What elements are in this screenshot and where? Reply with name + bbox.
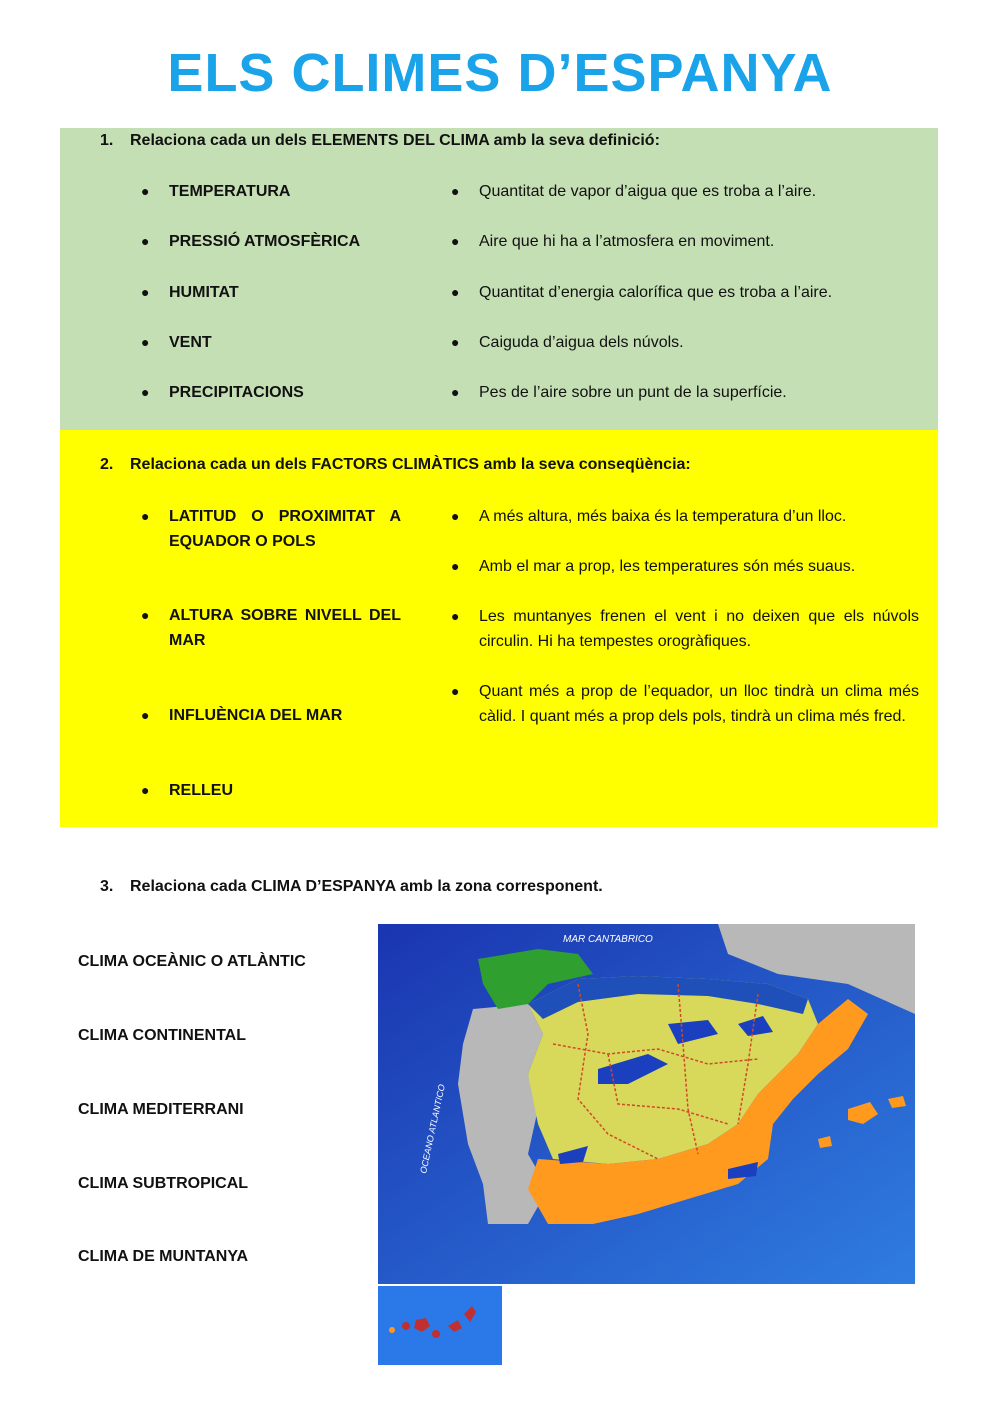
consequence-item[interactable]: ● A més altura, més baixa és la temperatura d’un lloc.: [451, 508, 847, 525]
definition-item[interactable]: ● Quantitat d’energia calorífica que es troba a l’aire.: [451, 284, 833, 301]
element-item[interactable]: ● PRESSIÓ ATMOSFÈRICA: [141, 233, 361, 250]
spain-climate-map: [378, 924, 915, 1284]
climate-label[interactable]: CLIMA SUBTROPICAL: [78, 1175, 249, 1192]
definition-item[interactable]: ● Caiguda d’aigua dels núvols.: [451, 334, 684, 351]
section1-instruction: 1. Relaciona cada un dels ELEMENTS DEL CLIMA amb la seva definició:: [100, 132, 660, 149]
canary-islands-inset: [378, 1286, 502, 1365]
section3-instruction: 3. Relaciona cada CLIMA D’ESPANYA amb la zona corresponent.: [100, 878, 603, 895]
page-title: ELS CLIMES D’ESPANYA: [167, 43, 833, 103]
element-item[interactable]: ● PRECIPITACIONS: [141, 384, 304, 401]
canary-sea: [378, 1286, 502, 1365]
factor-item[interactable]: ● INFLUÈNCIA DEL MAR: [141, 707, 343, 724]
sea-label-north: MAR CANTABRICO: [563, 934, 653, 945]
factor-item[interactable]: ● ALTURA SOBRE NIVELL DEL MAR: [141, 607, 401, 649]
element-item[interactable]: ● TEMPERATURA: [141, 183, 291, 200]
consequence-item[interactable]: ● Amb el mar a prop, les temperatures són més suaus.: [451, 558, 856, 575]
climate-label[interactable]: CLIMA CONTINENTAL: [78, 1027, 246, 1044]
definition-item[interactable]: ● Quantitat de vapor d’aigua que es troba a l’aire.: [451, 183, 817, 200]
element-item[interactable]: ● VENT: [141, 334, 212, 351]
element-item[interactable]: ● HUMITAT: [141, 284, 239, 301]
consequence-item[interactable]: ● Les muntanyes frenen el vent i no deixen que els núvols circulin. Hi ha tempestes orogràfiques.: [451, 608, 919, 650]
factor-item[interactable]: ● RELLEU: [141, 782, 233, 799]
factor-item[interactable]: ● LATITUD O PROXIMITAT A EQUADOR O POLS: [141, 508, 401, 550]
climate-label[interactable]: CLIMA OCEÀNIC O ATLÀNTIC: [78, 953, 306, 970]
sea-label-west: OCEANO ATLANTICO: [418, 1083, 447, 1175]
definition-item[interactable]: ● Aire que hi ha a l’atmosfera en moviment.: [451, 233, 775, 250]
climate-label[interactable]: CLIMA DE MUNTANYA: [78, 1248, 249, 1265]
climate-label[interactable]: CLIMA MEDITERRANI: [78, 1101, 244, 1118]
canary-island: [432, 1330, 440, 1338]
canary-island: [389, 1327, 395, 1333]
consequence-item[interactable]: ● Quant més a prop de l’equador, un lloc tindrà un clima més càlid. I quant més a prop dels pols, tindrà un clima més fred.: [451, 683, 919, 725]
canary-island: [402, 1322, 410, 1330]
definition-item[interactable]: ● Pes de l’aire sobre un punt de la superfície.: [451, 384, 787, 401]
section2-instruction: 2. Relaciona cada un dels FACTORS CLIMÀTICS amb la seva conseqüència:: [100, 456, 691, 473]
